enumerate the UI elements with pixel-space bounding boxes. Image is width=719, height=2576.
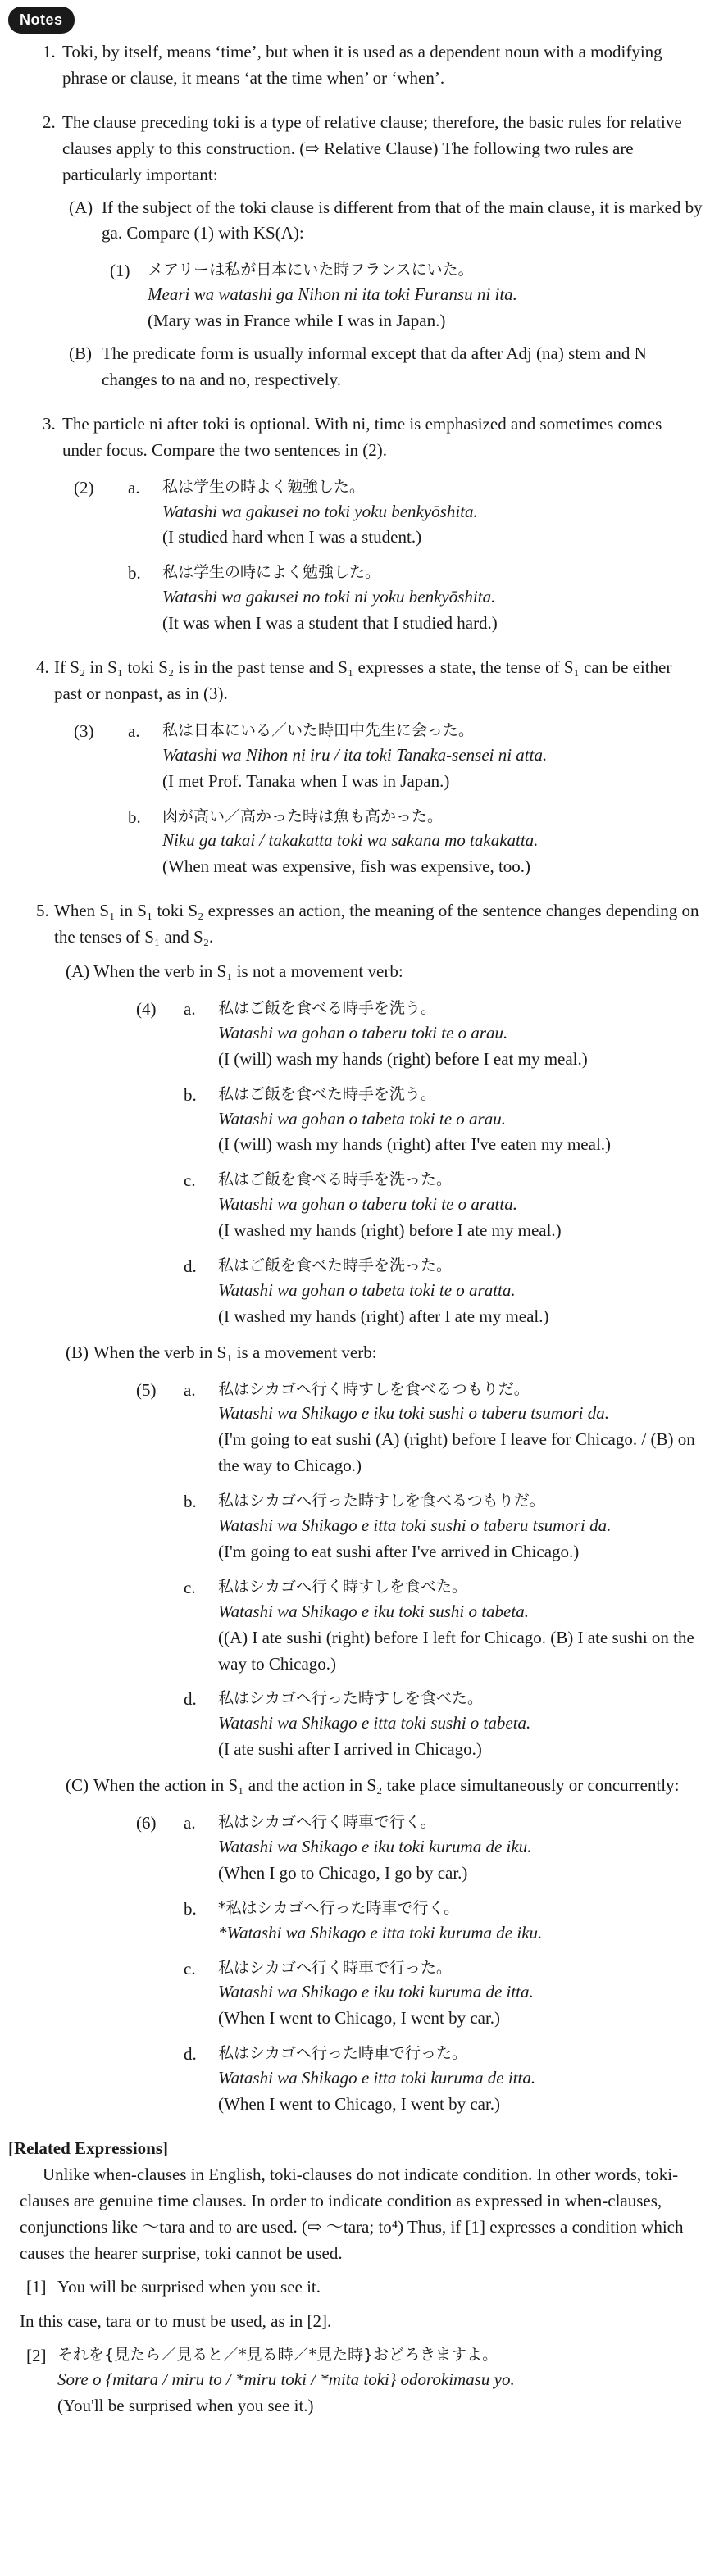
japanese-sentence: 私はご飯を食べた時手を洗った。 bbox=[218, 1256, 453, 1274]
romaji-sentence: Watashi wa gohan o tabeta toki te o arau. bbox=[218, 1108, 506, 1129]
japanese-sentence: 私はシカゴへ行く時すしを食べるつもりだ。 bbox=[218, 1379, 530, 1398]
note-text: When S₁ in S₁ toki S₂ expresses an action, the meaning of the sentence changes depending on the tenses of S₁ and S₂. bbox=[54, 901, 699, 947]
japanese-sentence: 私はご飯を食べる時手を洗った。 bbox=[218, 1170, 453, 1189]
example-number: (6) bbox=[136, 1813, 157, 1833]
romaji-sentence: Watashi wa Shikago e iku toki sushi o taberu tsumori da. bbox=[218, 1403, 609, 1424]
related-paragraph: Unlike when-clauses in English, toki-clauses do not indicate condition. In other words, toki-clauses are genuine time clauses. In order to indicate condition as expressed in when-clauses, conjunctions like ～tara and to are used. (⇨ ～tara; to⁴) Thus, if [1] expresses a condition which causes the hearer surprise, toki cannot be used. bbox=[20, 2164, 684, 2263]
japanese-sentence: 私はシカゴへ行った時車で行った。 bbox=[218, 2044, 468, 2063]
rule-a bbox=[54, 959, 703, 1330]
translation: (It was when I was a student that I studied hard.) bbox=[162, 613, 498, 634]
japanese-sentence: 私はシカゴへ行った時すしを食べた。 bbox=[218, 1689, 484, 1708]
item-letter: d. bbox=[184, 1689, 197, 1710]
romaji-sentence: Watashi wa Shikago e iku toki kuruma de itta. bbox=[218, 1982, 534, 2002]
romaji-sentence: Watashi wa Shikago e iku toki sushi o tabeta. bbox=[218, 1601, 529, 1621]
example-item bbox=[184, 1168, 703, 1244]
note-text: The particle ni after toki is optional. With ni, time is emphasized and sometimes comes under focus. Compare the two sentences in (2). bbox=[62, 413, 662, 460]
example-item bbox=[184, 1083, 703, 1159]
japanese-sentence: 私はご飯を食べた時手を洗う。 bbox=[218, 1084, 437, 1103]
item-letter: a. bbox=[184, 998, 196, 1019]
note-4 bbox=[0, 655, 719, 880]
japanese-sentence: 私はシカゴへ行く時すしを食べた。 bbox=[218, 1577, 468, 1596]
japanese-sentence: メアリーは私が日本にいた時フランスにいた。 bbox=[148, 261, 474, 279]
related-example-1 bbox=[0, 2274, 719, 2301]
note-3 bbox=[0, 411, 719, 637]
note-number: 1. bbox=[43, 42, 56, 61]
item-letter: c. bbox=[184, 1170, 196, 1191]
example-number: (4) bbox=[136, 998, 157, 1019]
item-letter: c. bbox=[184, 1958, 196, 1979]
item-letter: b. bbox=[184, 1492, 197, 1512]
japanese-sentence: 私はご飯を食べる時手を洗う。 bbox=[218, 998, 437, 1017]
romaji-sentence: Watashi wa gohan o taberu toki te o arau. bbox=[218, 1022, 508, 1043]
japanese-sentence: 私は学生の時よく勉強した。 bbox=[162, 477, 366, 496]
item-letter: b. bbox=[184, 1084, 197, 1105]
item-letter: b. bbox=[128, 806, 141, 827]
example-6 bbox=[93, 1810, 703, 2118]
note-number: 4. bbox=[36, 657, 49, 678]
translation: (Mary was in France while I was in Japan.) bbox=[148, 311, 446, 331]
item-letter: a. bbox=[128, 477, 140, 497]
example-item bbox=[184, 1254, 703, 1330]
translation: (I (will) wash my hands (right) after I've eaten my meal.) bbox=[218, 1134, 612, 1155]
example-item bbox=[184, 1687, 703, 1763]
note-text: The clause preceding toki is a type of relative clause; therefore, the basic rules for relative clauses apply to this construction. (⇨ Relative Clause) The following two rules are particularly important: bbox=[62, 111, 682, 184]
translation: (I'm going to eat sushi (A) (right) before I leave for Chicago. / (B) on the way to Chicago.) bbox=[218, 1429, 695, 1476]
romaji-sentence: *Watashi wa Shikago e itta toki kuruma de iku. bbox=[218, 1922, 543, 1942]
translation: (I (will) wash my hands (right) before I eat my meal.) bbox=[218, 1048, 588, 1069]
example-item bbox=[184, 1810, 703, 1887]
translation: ((A) I ate sushi (right) before I left for Chicago. (B) I ate sushi on the way to Chicago.) bbox=[218, 1627, 694, 1674]
translation: (When I went to Chicago, I went by car.) bbox=[218, 2008, 501, 2029]
rule-label: (B) bbox=[66, 1342, 89, 1362]
romaji-sentence: Watashi wa gohan o tabeta toki te o aratta. bbox=[218, 1279, 516, 1300]
translation: (I'm going to eat sushi after I've arrived in Chicago.) bbox=[218, 1541, 580, 1561]
item-letter: b. bbox=[184, 1898, 197, 1919]
romaji-sentence: Watashi wa Nihon ni iru / ita toki Tanaka-sensei ni atta. bbox=[162, 744, 548, 765]
translation: (I studied hard when I was a student.) bbox=[162, 527, 422, 547]
item-letter: a. bbox=[128, 720, 140, 741]
translation: (I met Prof. Tanaka when I was in Japan.) bbox=[162, 770, 450, 791]
note-text: Toki, by itself, means ‘time’, but when it is used as a dependent noun with a modifying phrase or clause, it means ‘at the time when’ or ‘when’. bbox=[62, 42, 662, 88]
example-number: (1) bbox=[110, 261, 130, 281]
note-2 bbox=[0, 110, 719, 393]
example-item bbox=[128, 719, 703, 795]
example-item bbox=[184, 997, 703, 1073]
example-item bbox=[128, 805, 703, 881]
japanese-sentence: それを{見たら／見ると／*見る時／*見た時}おどろきますよ。 bbox=[57, 2346, 498, 2365]
rule-text: When the action in S₁ and the action in S₂ take place simultaneously or concurrently: bbox=[93, 1775, 680, 1796]
japanese-sentence: 私はシカゴへ行く時車で行く。 bbox=[218, 1813, 436, 1832]
translation: (I washed my hands (right) after I ate my meal.) bbox=[218, 1306, 549, 1326]
rule-text: When the verb in S₁ is a movement verb: bbox=[93, 1342, 377, 1362]
translation: (I washed my hands (right) before I ate my meal.) bbox=[218, 1220, 562, 1241]
japanese-sentence: *私はシカゴへ行った時車で行く。 bbox=[218, 1898, 460, 1917]
related-mid-text: In this case, tara or to must be used, as in [2]. bbox=[20, 2311, 332, 2332]
translation: (When I went to Chicago, I went by car.) bbox=[218, 2094, 501, 2114]
example-item bbox=[184, 2042, 703, 2118]
example-item bbox=[184, 1897, 703, 1947]
japanese-sentence: 私は学生の時によく勉強した。 bbox=[162, 563, 381, 582]
example-number: [2] bbox=[26, 2346, 47, 2366]
japanese-sentence: 私は日本にいる／いた時田中先生に会った。 bbox=[162, 720, 475, 739]
romaji-sentence: Watashi wa Shikago e itta toki kuruma de itta. bbox=[218, 2068, 536, 2088]
example-5 bbox=[93, 1378, 703, 1764]
romaji-sentence: Watashi wa Shikago e iku toki kuruma de iku. bbox=[218, 1836, 532, 1856]
example-item bbox=[128, 561, 703, 637]
example-3 bbox=[54, 719, 703, 880]
translation: (I ate sushi after I arrived in Chicago.) bbox=[218, 1739, 482, 1760]
rule-text: When the verb in S₁ is not a movement verb: bbox=[93, 961, 403, 982]
item-letter: c. bbox=[184, 1577, 196, 1597]
rule-a bbox=[62, 195, 703, 335]
example-item bbox=[128, 475, 703, 552]
related-expressions-heading: [Related Expressions] bbox=[8, 2138, 169, 2158]
japanese-sentence: 肉が高い／高かった時は魚も高かった。 bbox=[162, 806, 444, 825]
notes-content bbox=[0, 39, 719, 2419]
rule-text: If the subject of the toki clause is different from that of the main clause, it is marked by ga. Compare (1) with KS(A): bbox=[102, 197, 703, 243]
example-number: (2) bbox=[74, 477, 94, 497]
example-item bbox=[184, 1956, 703, 2033]
romaji-sentence: Watashi wa Shikago e itta toki sushi o taberu tsumori da. bbox=[218, 1515, 612, 1536]
related-example-2 bbox=[0, 2343, 719, 2419]
example-4 bbox=[93, 997, 703, 1330]
romaji-sentence: Niku ga takai / takakatta toki wa sakana mo takakatta. bbox=[162, 830, 539, 851]
item-letter: a. bbox=[184, 1813, 196, 1833]
romaji-sentence: Meari wa watashi ga Nihon ni ita toki Furansu ni ita. bbox=[148, 284, 517, 305]
note-1 bbox=[0, 39, 719, 92]
item-letter: a. bbox=[184, 1379, 196, 1400]
note-5 bbox=[0, 898, 719, 2118]
romaji-sentence: Watashi wa Shikago e itta toki sushi o tabeta. bbox=[218, 1713, 531, 1733]
example-2 bbox=[62, 475, 703, 637]
note-text: If S₂ in S₁ toki S₂ is in the past tense and S₁ expresses a state, the tense of S₁ can be either past or nonpast, as in (3). bbox=[54, 657, 672, 703]
romaji-sentence: Watashi wa gakusei no toki ni yoku benkyōshita. bbox=[162, 587, 496, 607]
rule-b bbox=[54, 1340, 703, 1763]
example-item bbox=[184, 1489, 703, 1565]
translation: (When meat was expensive, fish was expensive, too.) bbox=[162, 856, 531, 877]
translation: (When I go to Chicago, I go by car.) bbox=[218, 1862, 468, 1883]
example-number: (3) bbox=[74, 720, 94, 741]
notes-badge: Notes bbox=[8, 7, 75, 34]
example-1 bbox=[102, 258, 703, 334]
rule-b bbox=[62, 341, 703, 393]
note-number: 2. bbox=[43, 111, 56, 132]
item-letter: b. bbox=[128, 563, 141, 584]
item-letter: d. bbox=[184, 1256, 197, 1276]
rule-label: (A) bbox=[69, 197, 93, 217]
example-item bbox=[184, 1378, 703, 1480]
rule-label: (C) bbox=[66, 1775, 89, 1796]
item-letter: d. bbox=[184, 2044, 197, 2065]
example-number: [1] bbox=[26, 2277, 47, 2297]
note-number: 3. bbox=[43, 413, 56, 434]
romaji-sentence: Watashi wa gakusei no toki yoku benkyōshita. bbox=[162, 501, 478, 521]
translation: (You'll be surprised when you see it.) bbox=[57, 2396, 314, 2416]
example-item bbox=[184, 1575, 703, 1678]
rule-label: (A) bbox=[66, 961, 90, 982]
japanese-sentence: 私はシカゴへ行った時すしを食べるつもりだ。 bbox=[218, 1492, 545, 1511]
rule-label: (B) bbox=[69, 343, 92, 364]
example-number: (5) bbox=[136, 1379, 157, 1400]
rule-text: The predicate form is usually informal except that da after Adj (na) stem and N changes to na and no, respectively. bbox=[102, 343, 647, 389]
rule-c bbox=[54, 1773, 703, 2118]
note-number: 5. bbox=[36, 901, 49, 921]
japanese-sentence: 私はシカゴへ行く時車で行った。 bbox=[218, 1958, 453, 1977]
romaji-sentence: Sore o {mitara / miru to / *miru toki / *mita toki} odorokimasu yo. bbox=[57, 2369, 515, 2390]
example-text: You will be surprised when you see it. bbox=[57, 2277, 321, 2297]
romaji-sentence: Watashi wa gohan o taberu toki te o aratta. bbox=[218, 1194, 517, 1215]
